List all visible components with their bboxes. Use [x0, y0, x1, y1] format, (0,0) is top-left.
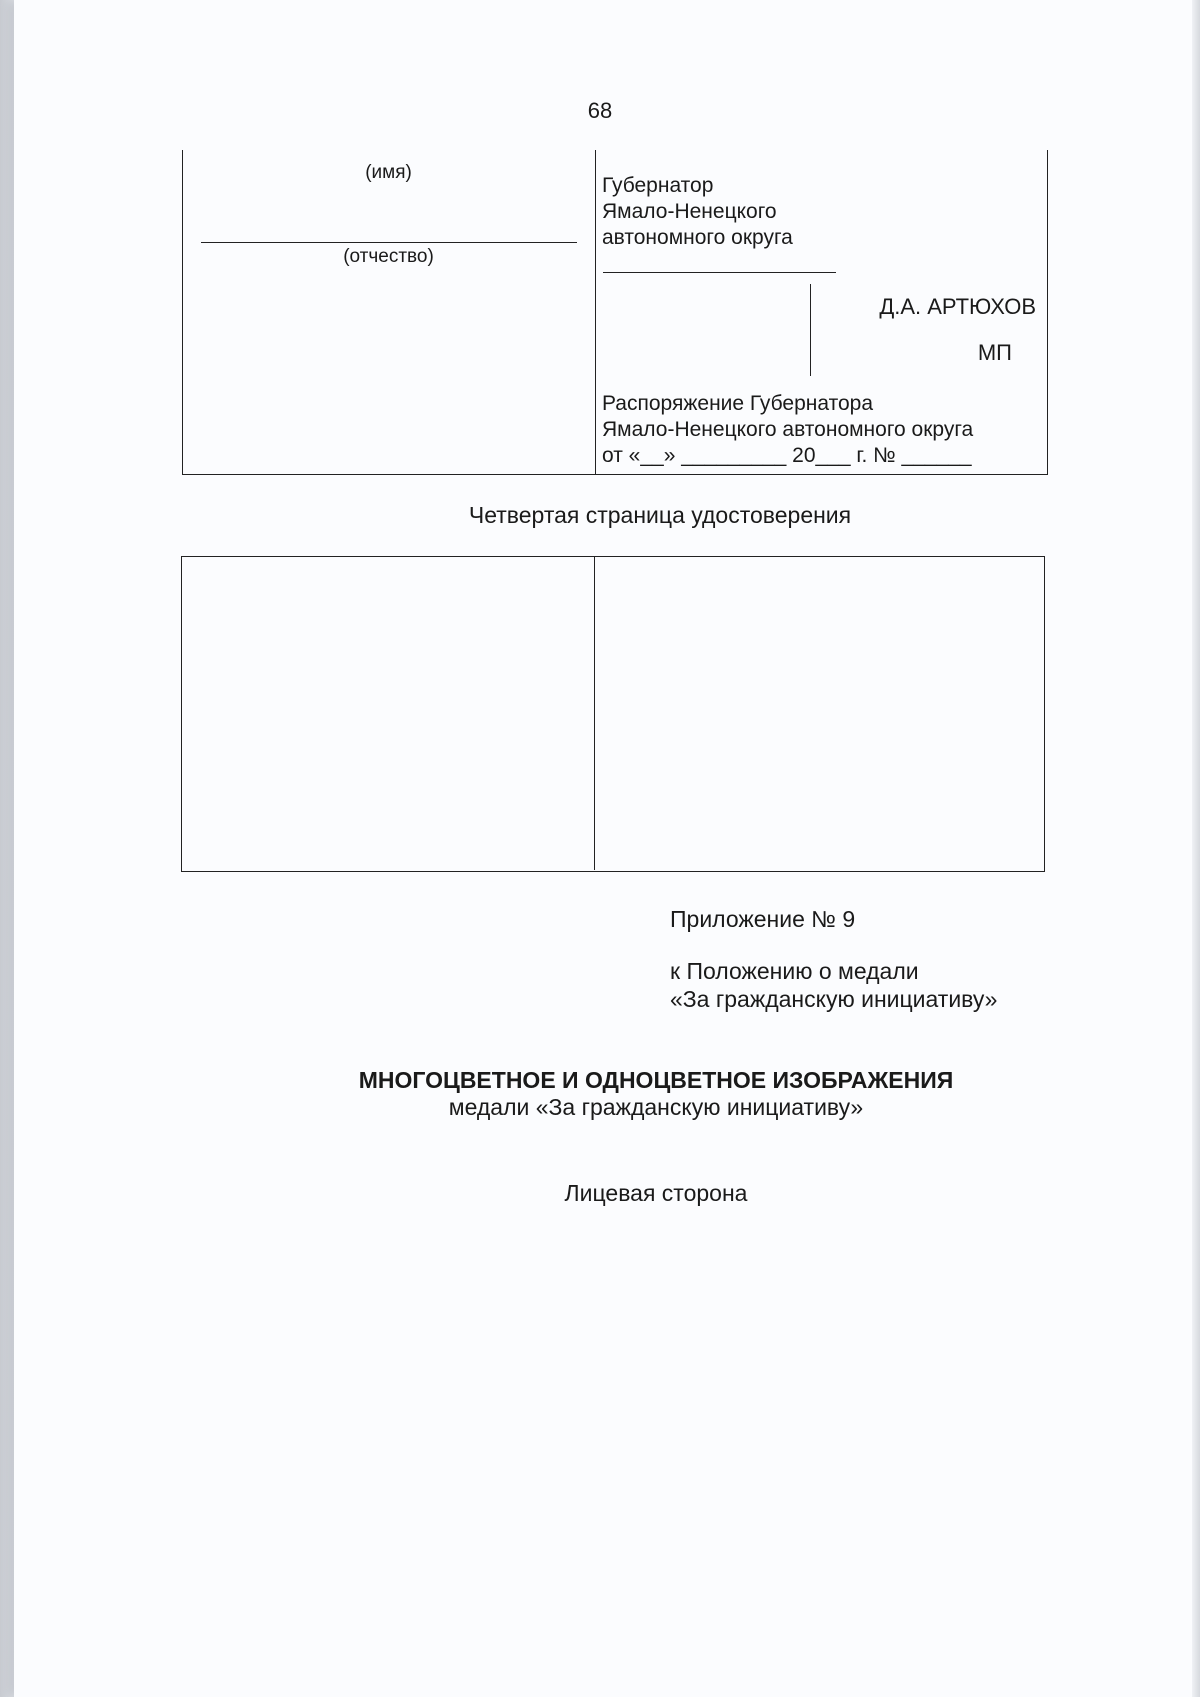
table-left-border — [182, 150, 183, 474]
appendix-ref-line: к Положению о медали — [670, 958, 919, 984]
section-subtitle: медали «За гражданскую инициативу» — [448, 1094, 864, 1120]
order-line: от «__» _________ 20___ г. № ______ — [602, 444, 972, 467]
patronymic-underline — [201, 242, 577, 243]
patronymic-caption: (отчество) — [343, 246, 434, 267]
page-number: 68 — [587, 98, 613, 123]
appendix-number: Приложение № 9 — [670, 906, 856, 932]
governor-title-line: автономного округа — [602, 226, 793, 249]
certificate-fourth-page-table — [181, 556, 1045, 872]
page-edge-left — [0, 0, 14, 1697]
appendix-ref-line: «За гражданскую инициативу» — [670, 986, 998, 1012]
seal-mark: МП — [977, 340, 1012, 365]
governor-title — [602, 173, 793, 251]
name-caption: (имя) — [365, 162, 412, 183]
fourth-page-caption: Четвертая страница удостоверения — [468, 502, 852, 528]
order-line: Распоряжение Губернатора — [602, 392, 874, 415]
table-right-border — [1047, 150, 1048, 474]
signature-separator — [810, 284, 811, 376]
signer-name: Д.А. АРТЮХОВ — [879, 294, 1036, 319]
section-title: МНОГОЦВЕТНОЕ И ОДНОЦВЕТНОЕ ИЗОБРАЖЕНИЯ — [358, 1067, 954, 1093]
order-details — [602, 391, 973, 469]
side-label: Лицевая сторона — [564, 1180, 748, 1206]
governor-title-line: Ямало-Ненецкого — [602, 200, 777, 223]
order-line: Ямало-Ненецкого автономного округа — [602, 418, 974, 441]
certificate-third-page-table — [182, 150, 1048, 475]
appendix-reference — [670, 905, 997, 1013]
table-middle-border — [595, 150, 596, 474]
page-edge-right — [1192, 0, 1200, 1697]
table-middle-border — [594, 557, 595, 870]
governor-title-line: Губернатор — [602, 174, 714, 197]
signature-line — [603, 272, 836, 273]
